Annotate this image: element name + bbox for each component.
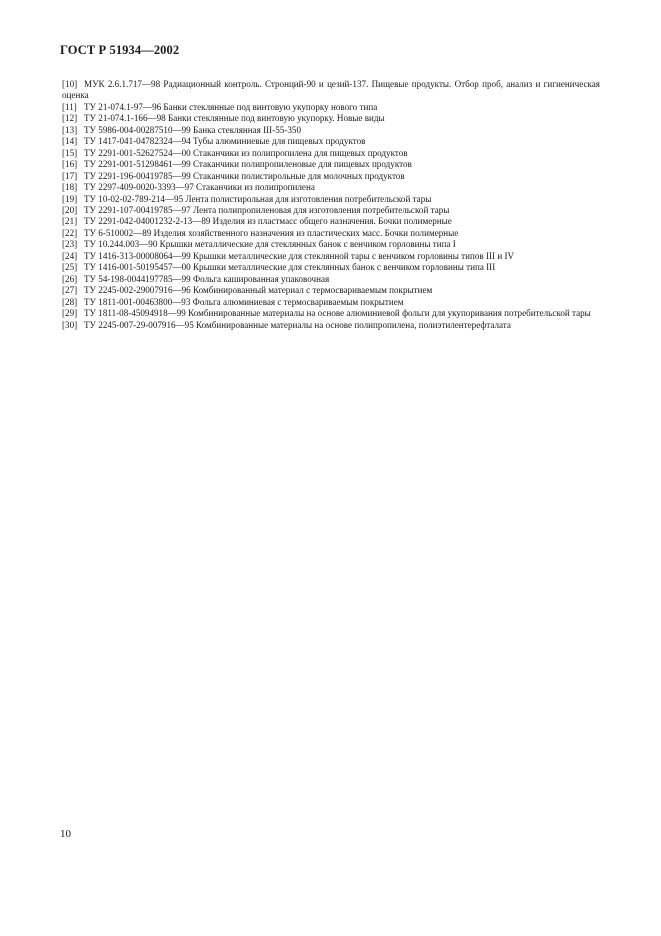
reference-number: [13]	[62, 124, 78, 135]
reference-item	[62, 102, 600, 113]
reference-text: ТУ 2291-042-04001232-2-13—89 Изделия из пластмасс общего назначения. Бочки полимерные	[84, 216, 452, 227]
page-number: 10	[60, 828, 71, 840]
reference-number: [23]	[62, 239, 78, 250]
reference-item: [30] ТУ 2245-007-29-007916—95 Комбинированные материалы на основе полипропилена, полиэтилентерефталата	[62, 319, 511, 330]
reference-item: [10] МУК 2.6.1.717—98 Радиационный контроль. Стронций-90 и цезий-137. Пищевые продукты. Отбор проб, анализ и гигиеническая оценка	[62, 79, 600, 101]
reference-text: ТУ 1417-041-04782324—94 Тубы алюминиевые для пищевых продуктов	[84, 136, 366, 147]
reference-text: ТУ 1416-313-00008064—99 Крышки металлические для стеклянной тары с венчиком горловины типов III и IV	[84, 250, 515, 261]
reference-number: [15]	[62, 147, 78, 158]
reference-number: [19]	[62, 193, 78, 204]
reference-item	[62, 194, 600, 205]
reference-text: ТУ 6-510002—89 Изделия хозяйственного назначения из пластических масс. Бочки полимерные	[84, 227, 459, 238]
reference-item	[62, 125, 600, 136]
reference-item	[62, 136, 600, 147]
reference-item	[62, 297, 600, 308]
reference-number: [28]	[62, 296, 78, 307]
reference-text: ТУ 2297-409-0020-3393—97 Стаканчики из полипропилена	[84, 182, 315, 193]
reference-number: [16]	[62, 159, 78, 170]
reference-number: [26]	[62, 273, 78, 284]
reference-text: ТУ 1811-001-00463800—93 Фольга алюминиевая с термосвариваемым покрытием	[84, 296, 404, 307]
reference-text: ТУ 21-074.1-166—98 Банки стеклянные под винтовую укупорку. Новые виды	[84, 113, 385, 124]
reference-number: [12]	[62, 113, 78, 124]
reference-text: ТУ 1811-08-45094918—99 Комбинированные материалы на основе алюминиевой фольги для укупоривания потребительской тары	[84, 308, 591, 319]
reference-number: [17]	[62, 170, 78, 181]
reference-item	[62, 274, 600, 285]
reference-text: ТУ 10.244.003—90 Крышки металлические для стеклянных банок с венчиком горловины типа I	[84, 239, 456, 250]
reference-item	[62, 216, 600, 227]
reference-number: [22]	[62, 227, 78, 238]
reference-text: МУК 2.6.1.717—98 Радиационный контроль. Стронций-90 и цезий-137. Пищевые продукты. Отбор проб, анализ и гигиеническая оценка	[62, 79, 600, 101]
reference-number: [11]	[62, 101, 77, 112]
reference-number: [21]	[62, 216, 78, 227]
reference-text: ТУ 2291-001-52627524—00 Стаканчики из полипропилена для пищевых продуктов	[84, 147, 408, 158]
reference-item: [24] ТУ 1416-313-00008064—99 Крышки металлические для стеклянной тары с венчиком горловины типов III и IV	[62, 250, 515, 261]
reference-item	[62, 113, 600, 124]
reference-item	[62, 205, 600, 216]
reference-item	[62, 182, 600, 193]
reference-item	[62, 285, 600, 296]
reference-item: [29] ТУ 1811-08-45094918—99 Комбинированные материалы на основе алюминиевой фольги для укупоривания потребительской тары	[62, 308, 591, 319]
reference-number: [27]	[62, 285, 78, 296]
reference-number: [25]	[62, 262, 78, 273]
reference-item	[62, 148, 600, 159]
reference-number: [20]	[62, 204, 78, 215]
reference-text: ТУ 21-074.1-97—96 Банки стеклянные под винтовую укупорку нового типа	[84, 101, 378, 112]
reference-text: ТУ 1416-001-50195457—00 Крышки металлические для стеклянных банок с венчиком горловины типа III	[84, 262, 496, 273]
reference-item	[62, 228, 600, 239]
reference-text: ТУ 2245-002-29007916—96 Комбинированный материал с термосвариваемым покрытием	[84, 285, 433, 296]
document-header: ГОСТ Р 51934—2002	[60, 43, 180, 57]
reference-text: ТУ 2291-001-51298461—99 Стаканчики полипропиленовые для пищевых продуктов	[84, 159, 412, 170]
reference-text: ТУ 10-02-02-789-214—95 Лента полистирольная для изготовления потребительской тары	[84, 193, 432, 204]
reference-text: ТУ 2245-007-29-007916—95 Комбинированные материалы на основе полипропилена, полиэтилентерефталата	[84, 319, 511, 330]
reference-item	[62, 262, 600, 273]
reference-text: ТУ 2291-196-00419785—99 Стаканчики полистирольные для молочных продуктов	[84, 170, 405, 181]
reference-item	[62, 171, 600, 182]
reference-number: [14]	[62, 136, 78, 147]
reference-text: ТУ 54-198-0044197785—99 Фольга кашированная упаковочная	[84, 273, 330, 284]
reference-list	[62, 79, 600, 331]
reference-text: ТУ 5986-004-00287510—99 Банка стеклянная III-55-350	[84, 124, 301, 135]
reference-item	[62, 239, 600, 250]
reference-item	[62, 159, 600, 170]
reference-text: ТУ 2291-107-00419785—97 Лента полипропиленовая для изготовления потребительской тары	[84, 204, 450, 215]
reference-number: [18]	[62, 182, 78, 193]
